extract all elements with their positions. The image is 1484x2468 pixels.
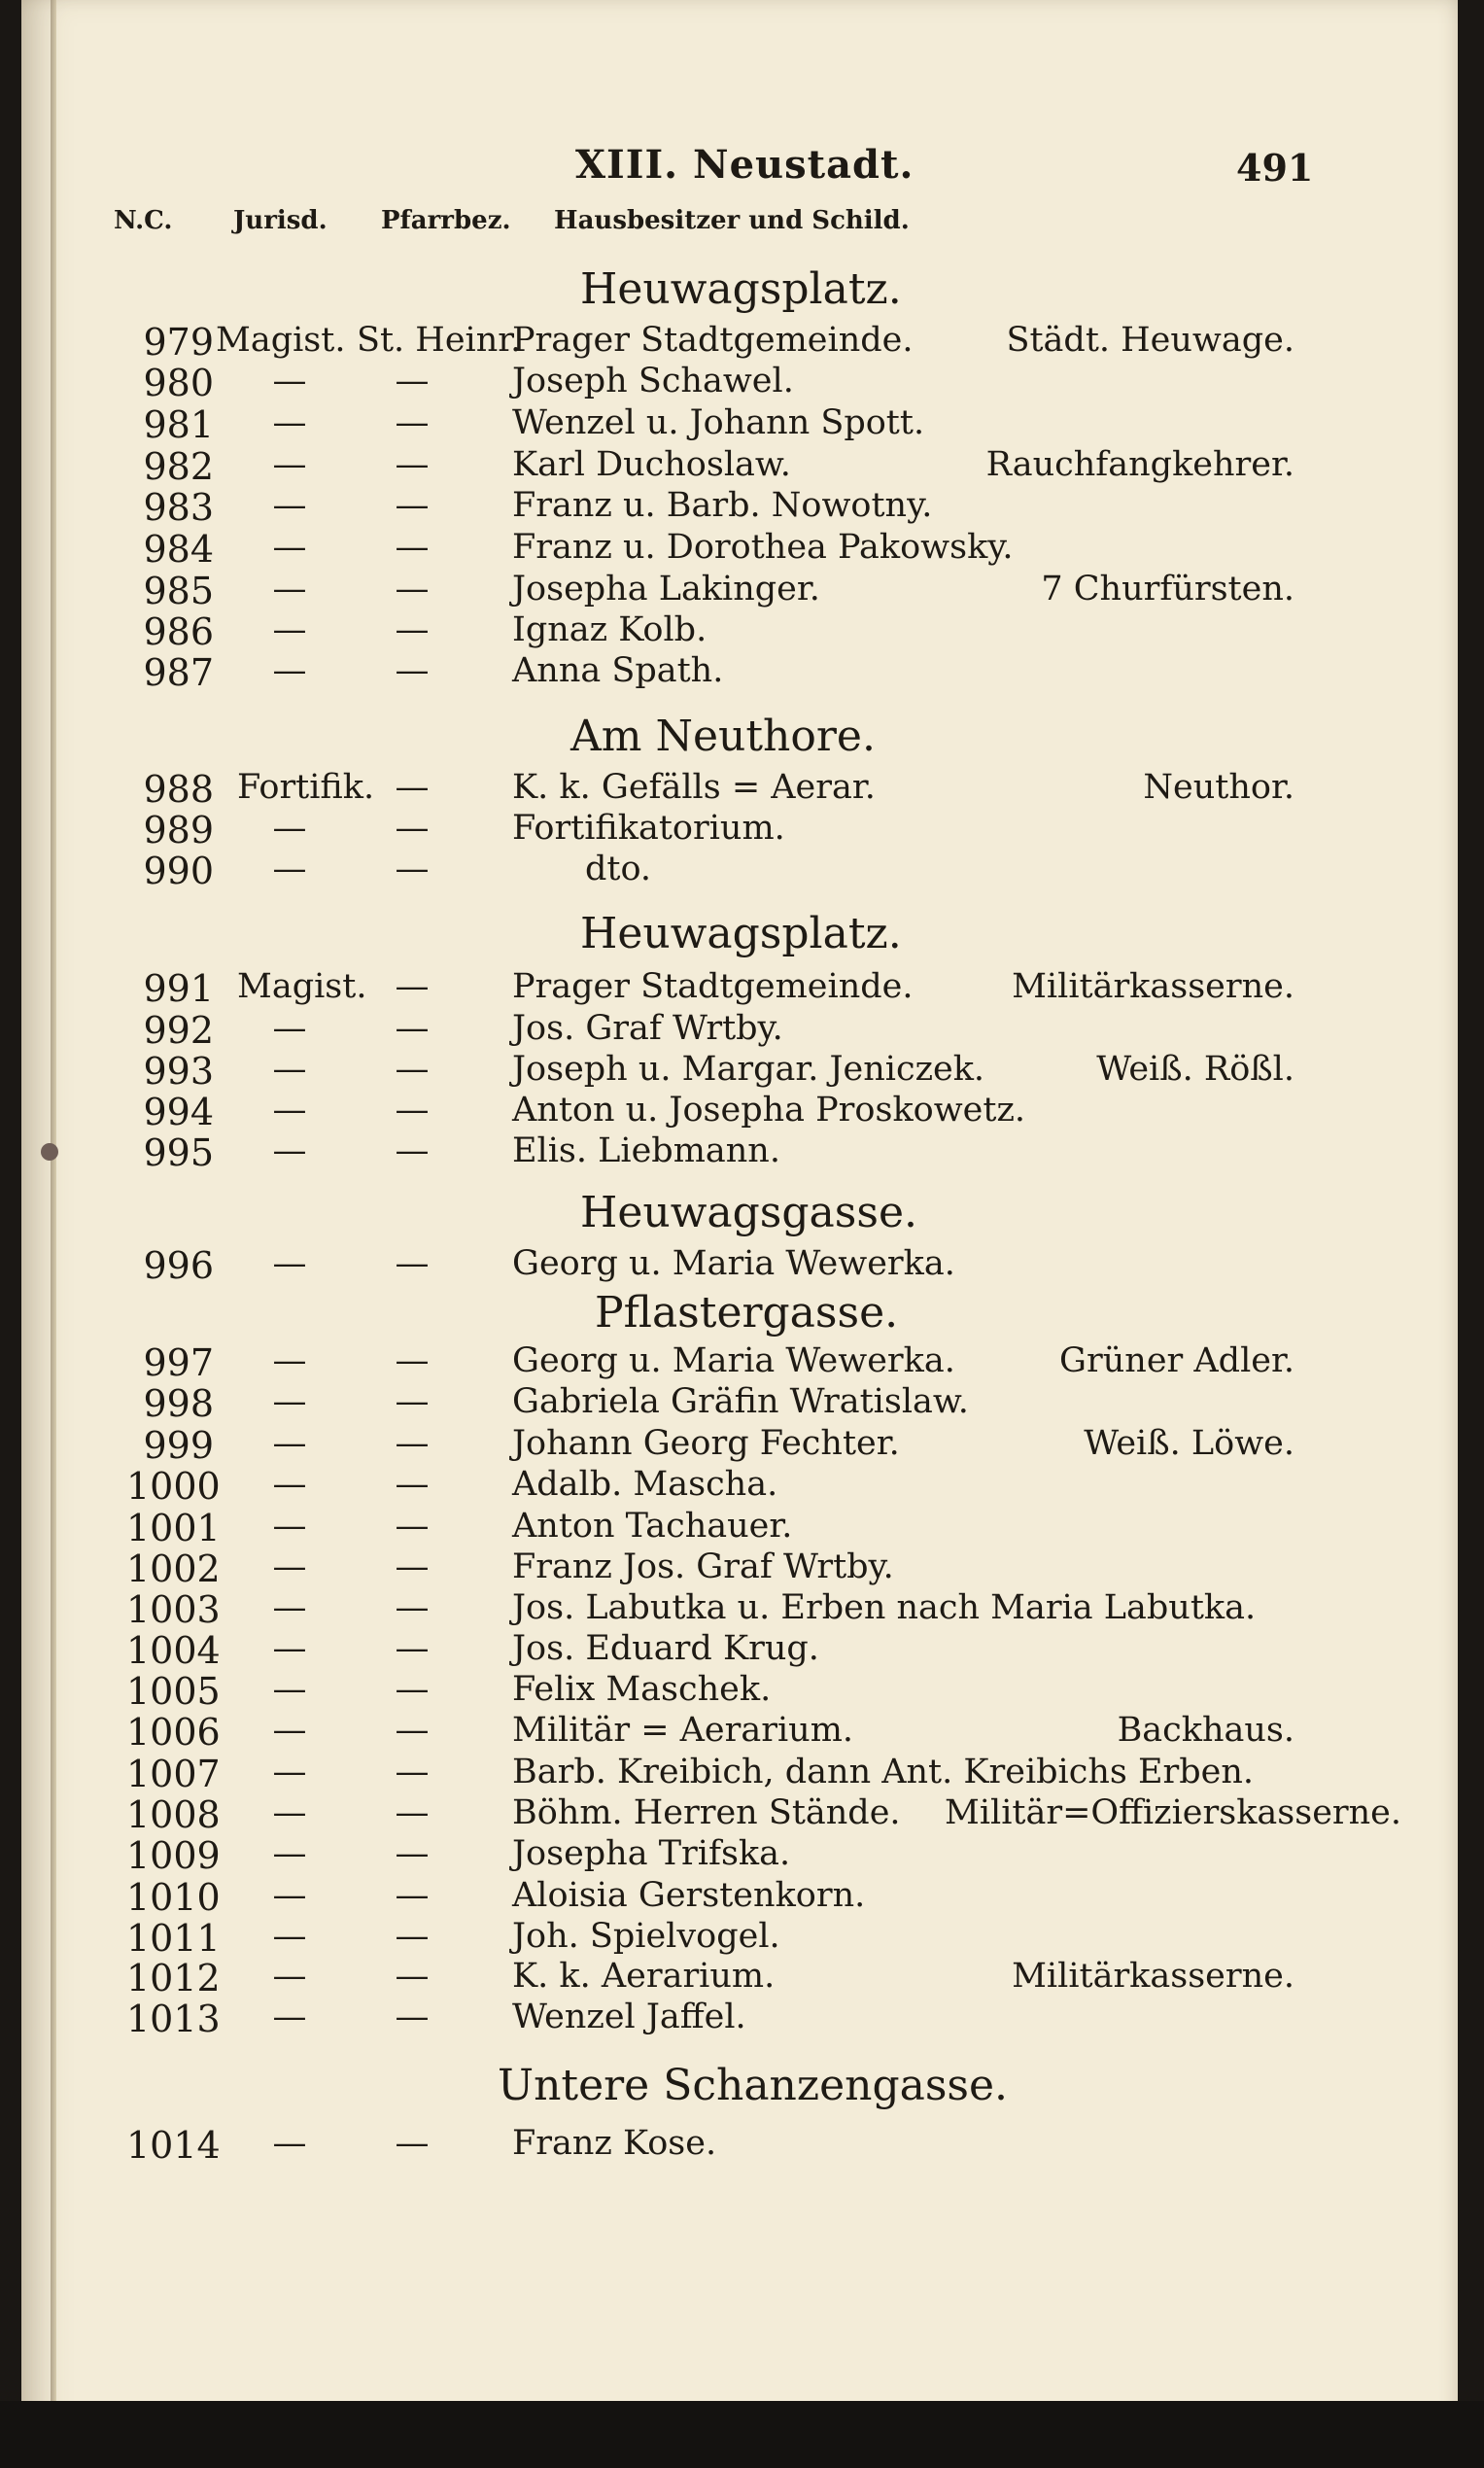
jurisdiction-cell: — (272, 1957, 307, 1996)
owner-cell: Joseph Schawel. (512, 362, 794, 400)
house-number: 988 (143, 768, 214, 811)
parish-cell: — (395, 445, 430, 484)
jurisdiction-cell: — (272, 570, 307, 608)
parish-cell: — (395, 1050, 430, 1089)
owner-cell: Anton Tachauer. (512, 1507, 793, 1546)
owner-cell: Jos. Labutka u. Erben nach Maria Labutka. (512, 1588, 1257, 1627)
house-sign-cell: Grüner Adler. (1059, 1341, 1294, 1380)
house-number: 982 (143, 445, 214, 488)
house-number: 1008 (126, 1793, 221, 1836)
jurisdiction-cell: — (272, 528, 307, 567)
page-gutter (51, 0, 56, 2468)
owner-cell: Barb. Kreibich, dann Ant. Kreibichs Erben. (512, 1753, 1255, 1791)
parish-cell: — (395, 1244, 430, 1283)
parish-cell: — (395, 528, 430, 567)
house-number: 1000 (126, 1465, 221, 1508)
jurisdiction-cell: Magist. (237, 967, 367, 1006)
house-number: 981 (143, 403, 214, 446)
jurisdiction-cell: — (272, 1341, 307, 1380)
page-title: XIII. Neustadt. (575, 142, 915, 188)
section-title: Am Neuthore. (570, 712, 876, 761)
owner-cell: Joh. Spielvogel. (512, 1917, 780, 1956)
house-sign-cell: Weiß. Löwe. (1084, 1424, 1294, 1463)
house-number: 1001 (126, 1507, 221, 1549)
parish-cell: — (395, 1588, 430, 1627)
house-number: 984 (143, 528, 214, 571)
owner-cell: Jos. Eduard Krug. (512, 1629, 819, 1668)
scan-bottom-edge (0, 2401, 1484, 2468)
jurisdiction-cell: — (272, 1917, 307, 1956)
owner-cell: Wenzel u. Johann Spott. (512, 403, 925, 442)
parish-cell: — (395, 1009, 430, 1048)
jurisdiction-cell: — (272, 1465, 307, 1504)
house-number: 989 (143, 809, 214, 852)
column-header-jurisd: Jurisd. (233, 206, 328, 235)
parish-cell: — (395, 1547, 430, 1586)
parish-cell: — (395, 403, 430, 442)
house-number: 995 (143, 1131, 214, 1174)
jurisdiction-cell: — (272, 1998, 307, 2036)
parish-cell: — (395, 1091, 430, 1130)
owner-cell: Franz u. Barb. Nowotny. (512, 486, 933, 525)
house-sign-cell: Backhaus. (1117, 1711, 1294, 1750)
house-number: 997 (143, 1341, 214, 1384)
owner-cell: Gabriela Gräfin Wratislaw. (512, 1382, 969, 1421)
owner-cell: Adalb. Mascha. (512, 1465, 778, 1504)
parish-cell: — (395, 967, 430, 1006)
owner-cell: Georg u. Maria Wewerka. (512, 1341, 955, 1380)
house-number: 1005 (126, 1670, 221, 1713)
jurisdiction-cell: Fortifik. (237, 768, 375, 807)
owner-cell: Franz Kose. (512, 2124, 717, 2163)
parish-cell: — (395, 768, 430, 807)
house-number: 1007 (126, 1753, 221, 1795)
house-number: 1012 (126, 1957, 221, 1999)
parish-cell: — (395, 1341, 430, 1380)
parish-cell: — (395, 1957, 430, 1996)
owner-cell: Anton u. Josepha Proskowetz. (512, 1091, 1026, 1130)
parish-cell: — (395, 570, 430, 608)
section-title: Heuwagsgasse. (580, 1188, 917, 1237)
house-number: 1002 (126, 1547, 221, 1590)
owner-cell: Ignaz Kolb. (512, 610, 707, 649)
column-header-owner: Hausbesitzer und Schild. (554, 206, 910, 235)
jurisdiction-cell: — (272, 809, 307, 848)
house-number: 999 (143, 1424, 214, 1467)
house-sign-cell: Militär=Offizierskasserne. (945, 1793, 1402, 1832)
section-title: Untere Schanzengasse. (498, 2061, 1009, 2110)
page-number: 491 (1236, 146, 1314, 190)
parish-cell: — (395, 1834, 430, 1873)
column-header-pfarrbez: Pfarrbez. (381, 206, 511, 235)
owner-cell: Joseph u. Margar. Jeniczek. (512, 1050, 985, 1089)
owner-cell: Josepha Lakinger. (512, 570, 820, 608)
owner-cell: Böhm. Herren Stände. (512, 1793, 901, 1832)
jurisdiction-cell: — (272, 1050, 307, 1089)
jurisdiction-cell: — (272, 1424, 307, 1463)
owner-cell: Franz Jos. Graf Wrtby. (512, 1547, 894, 1586)
owner-cell: Franz u. Dorothea Pakowsky. (512, 528, 1014, 567)
house-number: 987 (143, 651, 214, 694)
jurisdiction-cell: Magist. (216, 321, 346, 360)
jurisdiction-cell: — (272, 1588, 307, 1627)
owner-cell: Georg u. Maria Wewerka. (512, 1244, 955, 1283)
section-title: Heuwagsplatz. (580, 909, 902, 958)
parish-cell: — (395, 1629, 430, 1668)
house-number: 1004 (126, 1629, 221, 1672)
owner-cell: Karl Duchoslaw. (512, 445, 791, 484)
parish-cell: — (395, 1465, 430, 1504)
jurisdiction-cell: — (272, 1670, 307, 1709)
owner-cell: Elis. Liebmann. (512, 1131, 780, 1170)
parish-cell: — (395, 1998, 430, 2036)
jurisdiction-cell: — (272, 1009, 307, 1048)
jurisdiction-cell: — (272, 651, 307, 690)
jurisdiction-cell: — (272, 2124, 307, 2163)
parish-cell: — (395, 362, 430, 400)
owner-cell: Fortifikatorium. (512, 809, 785, 848)
parish-cell: St. Heinr. (357, 321, 522, 360)
parish-cell: — (395, 486, 430, 525)
jurisdiction-cell: — (272, 403, 307, 442)
jurisdiction-cell: — (272, 1793, 307, 1832)
parish-cell: — (395, 1382, 430, 1421)
owner-cell: Felix Maschek. (512, 1670, 772, 1709)
parish-cell: — (395, 1131, 430, 1170)
house-number: 1013 (126, 1998, 221, 2040)
jurisdiction-cell: — (272, 1876, 307, 1915)
jurisdiction-cell: — (272, 1131, 307, 1170)
house-number: 991 (143, 967, 214, 1010)
jurisdiction-cell: — (272, 1753, 307, 1791)
jurisdiction-cell: — (272, 486, 307, 525)
jurisdiction-cell: — (272, 610, 307, 649)
owner-cell: Prager Stadtgemeinde. (512, 967, 914, 1006)
house-number: 1011 (126, 1917, 221, 1960)
parish-cell: — (395, 809, 430, 848)
house-number: 990 (143, 850, 214, 892)
parish-cell: — (395, 850, 430, 888)
parish-cell: — (395, 1793, 430, 1832)
jurisdiction-cell: — (272, 1711, 307, 1750)
parish-cell: — (395, 2124, 430, 2163)
book-page (21, 0, 1458, 2468)
parish-cell: — (395, 1424, 430, 1463)
owner-cell: K. k. Aerarium. (512, 1957, 776, 1996)
jurisdiction-cell: — (272, 445, 307, 484)
column-header-nc: N.C. (114, 206, 173, 235)
house-number: 1006 (126, 1711, 221, 1754)
owner-cell: Josepha Trifska. (512, 1834, 791, 1873)
house-number: 1010 (126, 1876, 221, 1919)
owner-cell: Jos. Graf Wrtby. (512, 1009, 783, 1048)
owner-cell: K. k. Gefälls = Aerar. (512, 768, 876, 807)
house-number: 986 (143, 610, 214, 653)
jurisdiction-cell: — (272, 1382, 307, 1421)
house-number: 983 (143, 486, 214, 529)
ink-spot (41, 1143, 58, 1161)
house-number: 1003 (126, 1588, 221, 1631)
house-number: 1014 (126, 2124, 221, 2167)
section-title: Heuwagsplatz. (580, 264, 902, 314)
parish-cell: — (395, 610, 430, 649)
parish-cell: — (395, 1917, 430, 1956)
house-number: 994 (143, 1091, 214, 1133)
house-number: 993 (143, 1050, 214, 1093)
house-sign-cell: Militärkasserne. (1012, 967, 1294, 1006)
section-title: Pflastergasse. (595, 1288, 899, 1338)
jurisdiction-cell: — (272, 362, 307, 400)
house-sign-cell: Militärkasserne. (1012, 1957, 1294, 1996)
owner-cell: Johann Georg Fechter. (512, 1424, 900, 1463)
parish-cell: — (395, 1711, 430, 1750)
owner-cell: Wenzel Jaffel. (512, 1998, 746, 2036)
parish-cell: — (395, 651, 430, 690)
owner-cell: Anna Spath. (512, 651, 724, 690)
owner-cell: Prager Stadtgemeinde. (512, 321, 914, 360)
house-number: 996 (143, 1244, 214, 1287)
house-number: 985 (143, 570, 214, 612)
jurisdiction-cell: — (272, 1834, 307, 1873)
parish-cell: — (395, 1876, 430, 1915)
jurisdiction-cell: — (272, 850, 307, 888)
jurisdiction-cell: — (272, 1547, 307, 1586)
house-number: 992 (143, 1009, 214, 1052)
house-number: 979 (143, 321, 214, 364)
house-number: 980 (143, 362, 214, 404)
house-sign-cell: Weiß. Rößl. (1096, 1050, 1294, 1089)
house-number: 998 (143, 1382, 214, 1425)
parish-cell: — (395, 1753, 430, 1791)
house-sign-cell: Städt. Heuwage. (1006, 321, 1294, 360)
owner-cell: Militär = Aerarium. (512, 1711, 854, 1750)
house-sign-cell: Rauchfangkehrer. (985, 445, 1294, 484)
jurisdiction-cell: — (272, 1507, 307, 1546)
jurisdiction-cell: — (272, 1091, 307, 1130)
parish-cell: — (395, 1670, 430, 1709)
owner-cell: Aloisia Gerstenkorn. (512, 1876, 866, 1915)
house-sign-cell: 7 Churfürsten. (1041, 570, 1294, 608)
house-sign-cell: Neuthor. (1143, 768, 1294, 807)
parish-cell: — (395, 1507, 430, 1546)
jurisdiction-cell: — (272, 1629, 307, 1668)
jurisdiction-cell: — (272, 1244, 307, 1283)
house-number: 1009 (126, 1834, 221, 1877)
owner-cell: dto. (585, 850, 652, 888)
